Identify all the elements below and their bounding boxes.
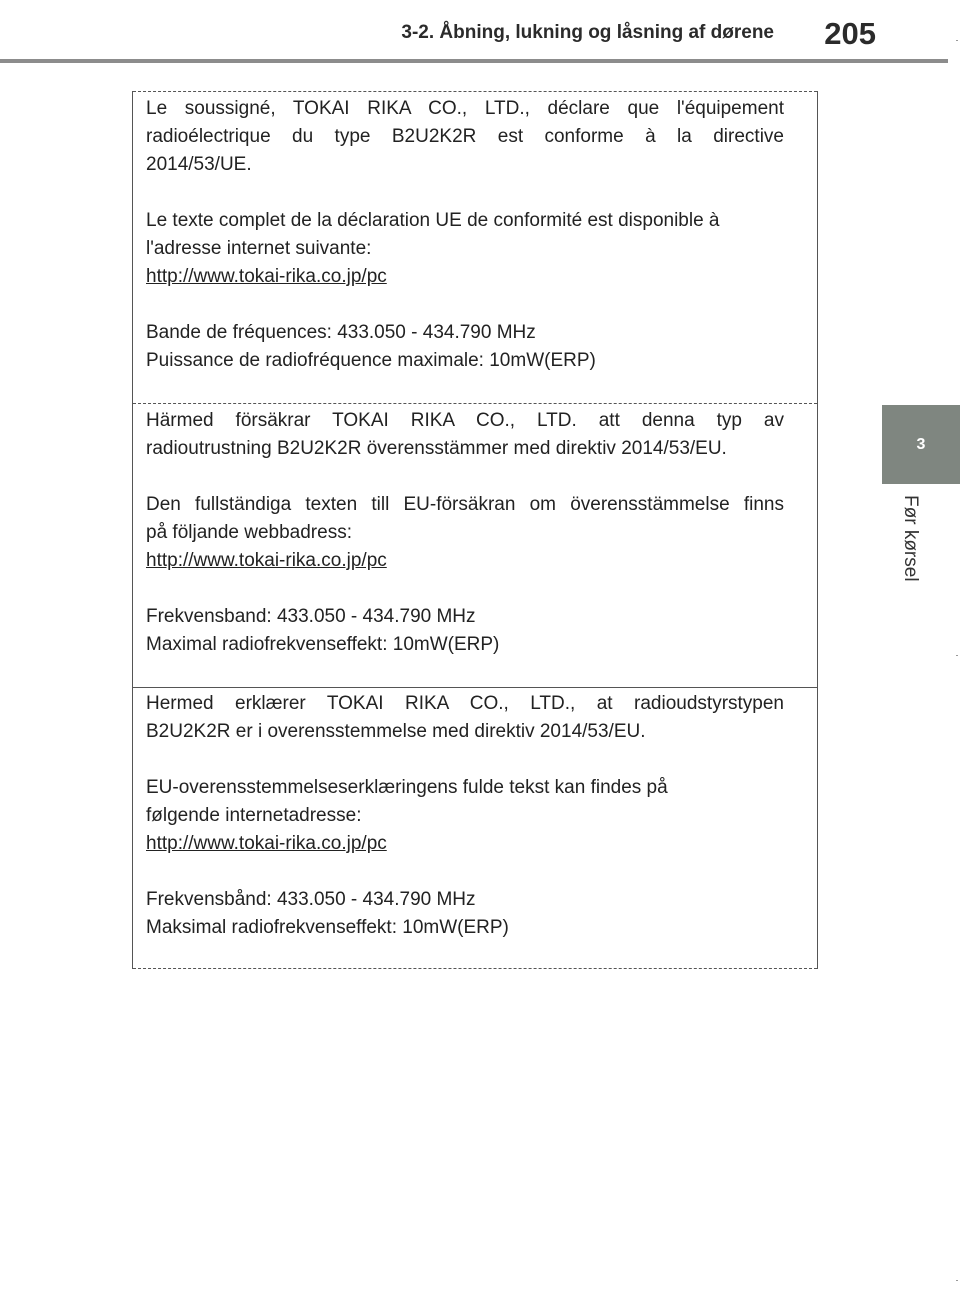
section-divider	[133, 403, 817, 404]
paragraph	[146, 690, 784, 746]
header-rule	[0, 59, 948, 63]
margin-tick	[956, 655, 958, 656]
chapter-tab[interactable]	[882, 405, 960, 484]
paragraph	[146, 491, 784, 575]
paragraph	[146, 207, 784, 291]
text-line: Bande de fréquences: 433.050 - 434.790 MHz	[146, 322, 536, 343]
paragraph	[146, 319, 784, 375]
margin-tick	[956, 1280, 958, 1281]
text-line: Le soussigné, TOKAI RIKA CO., LTD., déclare que l'équipement	[146, 98, 784, 119]
box-bottom-border	[133, 968, 817, 969]
text-line: Puissance de radiofréquence maximale: 10mW(ERP)	[146, 350, 596, 371]
text-line: Le texte complet de la déclaration UE de conformité est disponible à	[146, 210, 720, 231]
text-line: følgende internetadresse:	[146, 805, 362, 826]
tokai-rika-link[interactable]: http://www.tokai-rika.co.jp/pc	[146, 833, 387, 854]
declaration-swedish	[146, 407, 784, 659]
text-line: 2014/53/UE.	[146, 154, 252, 175]
text-line: l'adresse internet suivante:	[146, 238, 372, 259]
text-line: Maksimal radiofrekvenseffekt: 10mW(ERP)	[146, 917, 509, 938]
declaration-box	[132, 91, 818, 969]
text-line: B2U2K2R er i overensstemmelse med direktiv 2014/53/EU.	[146, 721, 646, 742]
chapter-label: Før kørsel	[900, 495, 921, 582]
box-top-border	[133, 91, 817, 92]
paragraph	[146, 407, 784, 463]
text-line: EU-overensstemmelseserklæringens fulde tekst kan findes på	[146, 777, 668, 798]
paragraph	[146, 886, 784, 942]
margin-tick	[956, 40, 958, 41]
text-line: Hermed erklærer TOKAI RIKA CO., LTD., at radioudstyrstypen	[146, 693, 784, 714]
text-line: Maximal radiofrekvenseffekt: 10mW(ERP)	[146, 634, 500, 655]
text-line: Den fullständiga texten till EU-försäkran om överensstämmelse finns	[146, 494, 784, 515]
page-number: 205	[824, 16, 876, 51]
paragraph	[146, 774, 784, 858]
tokai-rika-link[interactable]: http://www.tokai-rika.co.jp/pc	[146, 266, 387, 287]
paragraph	[146, 603, 784, 659]
tokai-rika-link[interactable]: http://www.tokai-rika.co.jp/pc	[146, 550, 387, 571]
page-header	[0, 0, 960, 70]
section-divider	[133, 687, 817, 688]
chapter-number: 3	[916, 435, 926, 453]
text-line: Frekvensbånd: 433.050 - 434.790 MHz	[146, 889, 476, 910]
declaration-danish	[146, 690, 784, 942]
text-line: radioélectrique du type B2U2K2R est conforme à la directive	[146, 126, 784, 147]
section-title: 3-2. Åbning, lukning og låsning af dørene	[401, 22, 774, 43]
declaration-french	[146, 95, 784, 375]
paragraph	[146, 95, 784, 179]
text-line: på följande webbadress:	[146, 522, 352, 543]
text-line: Härmed försäkrar TOKAI RIKA CO., LTD. att denna typ av	[146, 410, 784, 431]
text-line: radioutrustning B2U2K2R överensstämmer med direktiv 2014/53/EU.	[146, 438, 727, 459]
text-line: Frekvensband: 433.050 - 434.790 MHz	[146, 606, 476, 627]
